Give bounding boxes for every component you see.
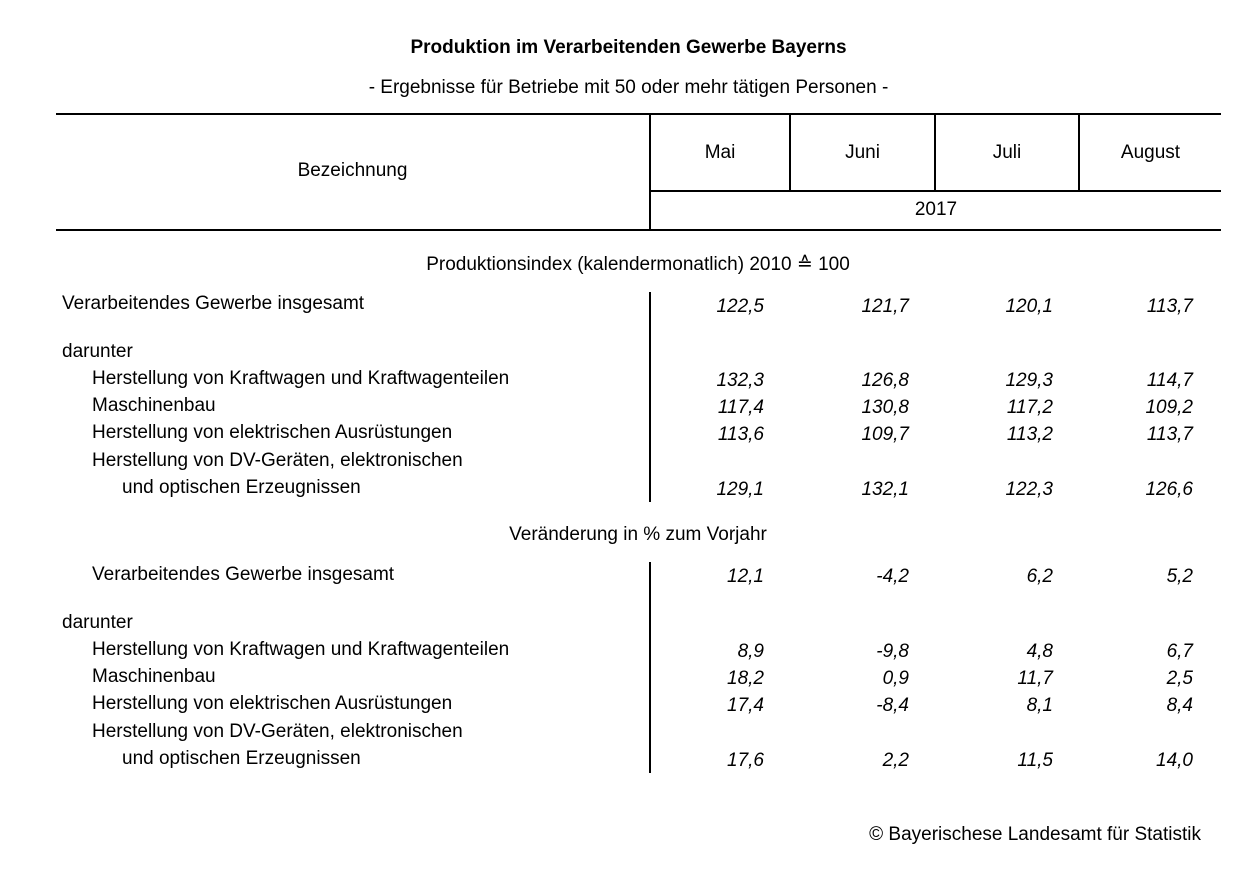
page-subtitle: - Ergebnisse für Betriebe mit 50 oder mehr tätigen Personen - (368, 77, 889, 98)
value-cell: 17,6 (727, 750, 764, 771)
header-month-august: August (1120, 142, 1181, 163)
header-bezeichnung: Bezeichnung (297, 160, 408, 181)
value-cell: 117,4 (717, 397, 764, 418)
value-cell: 5,2 (1166, 566, 1193, 587)
row-label: Herstellung von DV-Geräten, elektronischen (92, 721, 463, 742)
value-cell: 113,7 (1146, 296, 1193, 317)
value-cell: 113,7 (1146, 424, 1193, 445)
row-label: Herstellung von elektrischen Ausrüstungen (92, 422, 453, 443)
header-month-mai: Mai (704, 142, 736, 163)
value-cell: 14,0 (1156, 750, 1193, 771)
row-label: Herstellung von elektrischen Ausrüstungen (92, 693, 453, 714)
row-label-continued: und optischen Erzeugnissen (122, 748, 361, 769)
row-label: Verarbeitendes Gewerbe insgesamt (92, 564, 395, 585)
value-cell: 117,2 (1006, 397, 1053, 418)
value-cell: 122,3 (1005, 479, 1053, 500)
value-cell: 2,2 (882, 750, 909, 771)
value-cell: 126,6 (1145, 479, 1193, 500)
value-cell: 129,3 (1005, 370, 1053, 391)
darunter-label: darunter (62, 612, 133, 633)
darunter-label: darunter (62, 341, 133, 362)
value-cell: 121,7 (861, 296, 909, 317)
value-cell: -8,4 (876, 695, 909, 716)
value-cell: 2,5 (1166, 668, 1193, 689)
value-cell: 129,1 (716, 479, 764, 500)
value-cell: 114,7 (1146, 370, 1193, 391)
value-cell: 113,6 (717, 424, 764, 445)
header-month-juli: Juli (992, 142, 1022, 163)
value-cell: 8,1 (1026, 695, 1053, 716)
section-title-change: Veränderung in % zum Vorjahr (509, 524, 767, 545)
value-cell: 120,1 (1005, 296, 1053, 317)
value-cell: 8,4 (1166, 695, 1193, 716)
value-cell: 126,8 (861, 370, 909, 391)
value-cell: -9,8 (876, 641, 909, 662)
value-cell: 8,9 (737, 641, 764, 662)
value-cell: 6,2 (1026, 566, 1053, 587)
value-cell: 132,3 (716, 370, 764, 391)
row-label: Herstellung von DV-Geräten, elektronischen (92, 450, 463, 471)
row-label: Verarbeitendes Gewerbe insgesamt (62, 293, 365, 314)
value-cell: 11,5 (1017, 750, 1053, 771)
value-cell: 12,1 (727, 566, 764, 587)
table-top-rule (56, 113, 1221, 115)
row-label: Maschinenbau (92, 666, 216, 687)
page-title: Produktion im Verarbeitenden Gewerbe Bayerns (410, 37, 847, 58)
header-bottom-rule (56, 229, 1221, 231)
value-cell: 109,2 (1145, 397, 1193, 418)
value-cell: 6,7 (1166, 641, 1193, 662)
value-cell: -4,2 (876, 566, 909, 587)
value-cell: 132,1 (861, 479, 909, 500)
value-cell: 4,8 (1026, 641, 1053, 662)
value-cell: 122,5 (716, 296, 764, 317)
row-label-continued: und optischen Erzeugnissen (122, 477, 361, 498)
row-label: Maschinenbau (92, 395, 216, 416)
value-cell: 18,2 (727, 668, 764, 689)
section-title-index: Produktionsindex (kalendermonatlich) 2010 ≙ 100 (426, 254, 850, 275)
value-cell: 17,4 (727, 695, 764, 716)
row-label: Herstellung von Kraftwagen und Kraftwagenteilen (92, 368, 510, 389)
row-label: Herstellung von Kraftwagen und Kraftwagenteilen (92, 639, 510, 660)
value-cell: 109,7 (861, 424, 909, 445)
header-year: 2017 (914, 199, 958, 220)
header-month-juni: Juni (845, 142, 880, 163)
value-cell: 113,2 (1006, 424, 1053, 445)
value-cell: 0,9 (882, 668, 909, 689)
copyright-footer: © Bayerischese Landesamt für Statistik (869, 824, 1201, 845)
value-cell: 11,7 (1017, 668, 1053, 689)
value-cell: 130,8 (861, 397, 909, 418)
